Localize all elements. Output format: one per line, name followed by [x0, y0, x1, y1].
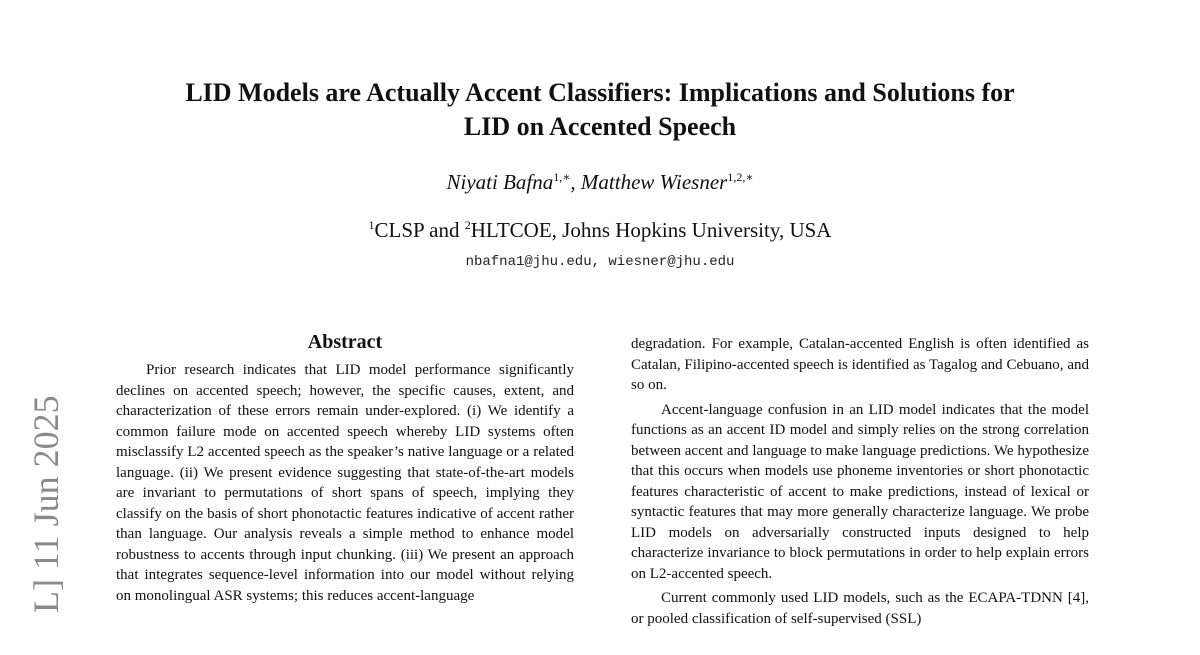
- author-name: Niyati Bafna: [446, 170, 554, 194]
- affil-text: HLTCOE, Johns Hopkins University, USA: [470, 218, 832, 242]
- author-separator: ,: [570, 170, 581, 194]
- title-line-1: LID Models are Actually Accent Classifiers: Implications and Solutions for: [185, 78, 1015, 107]
- affiliations: [200, 218, 1000, 243]
- affil-mark: 2: [464, 218, 471, 232]
- author-affil-mark: 1,∗: [553, 170, 571, 184]
- author-emails: nbafna1@jhu.edu, wiesner@jhu.edu: [465, 254, 735, 270]
- left-column: [116, 330, 574, 606]
- body-paragraph: Accent-language confusion in an LID model indicates that the model functions as an accent ID model and simply relies on the strong correlation between accent and language to make language predictions. We hypothesize that this occurs when models use phoneme inventories or short phonotactic features characteristic of accent to make predictions, instead of lexical or syntactic features that may more generally characterize language. We probe LID models on adversarially constructed inputs designed to help characterize invariance to block permutations in order to help explain errors on L2-accented speech.: [631, 401, 1089, 582]
- body-paragraph: degradation. For example, Catalan-accented English is often identified as Catalan, Filipino-accented speech is identified as Tagalog and Cebuano, and so on.: [631, 336, 1089, 393]
- author-affil-mark: 1,2,∗: [727, 170, 754, 184]
- right-column: [631, 334, 1089, 629]
- body-paragraph: Current commonly used LID models, such as the ECAPA-TDNN [4], or pooled classification of self-supervised (SSL): [631, 590, 1089, 627]
- author-list: [200, 170, 1000, 195]
- abstract-text: Prior research indicates that LID model performance significantly declines on accented speech; however, the specific causes, extent, and characterization of these errors remain under-explored. (i) We identify a common failure mode on accented speech whereby LID systems often misclassify L2 accented speech as the speaker’s native language or a related language. (ii) We present evidence suggesting that state-of-the-art models are invariant to permutations of short spans of speech, implying they classify on the basis of short phonotactic features indicative of accent rather than language. Our analysis reveals a simple method to enhance model robustness to accents through input chunking. (iii) We present an approach that integrates sequence-level information into our model without relying on monolingual ASR systems; this reduces accent-language: [116, 362, 574, 604]
- arxiv-stamp-text: L] 11 Jun 2025: [26, 395, 66, 613]
- author-name: Matthew Wiesner: [580, 170, 728, 194]
- affil-text: CLSP and: [374, 218, 465, 242]
- paper-title: [100, 76, 1100, 144]
- title-line-2: LID on Accented Speech: [463, 112, 737, 141]
- affil-mark: 1: [368, 218, 375, 232]
- arxiv-side-stamp: [24, 395, 68, 655]
- abstract-heading: Abstract: [307, 331, 383, 353]
